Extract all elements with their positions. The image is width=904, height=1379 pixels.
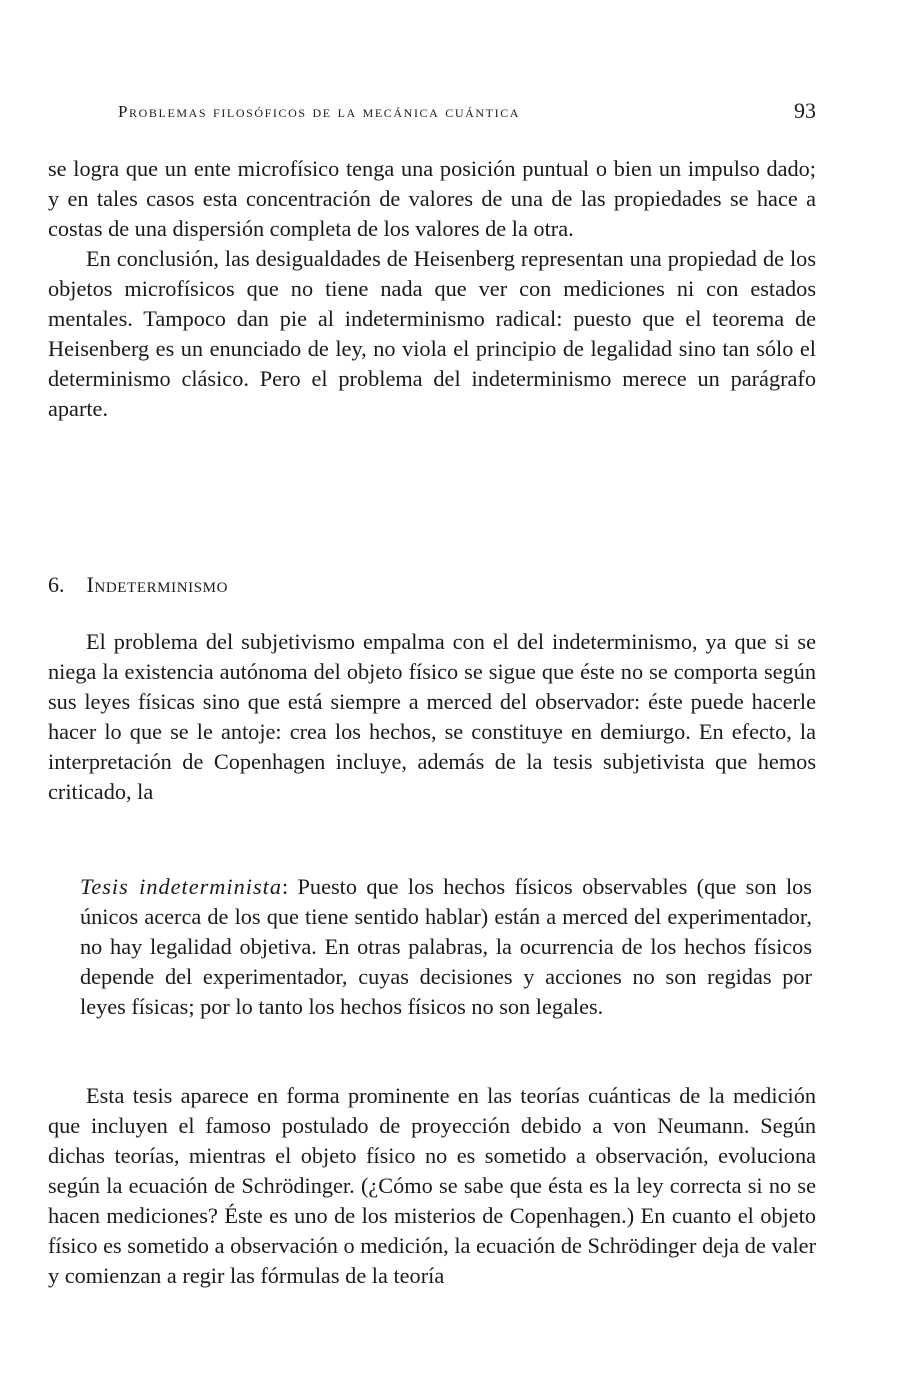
thesis-text: Puesto que los hechos físicos observables (que son los únicos acerca de los que tiene sentido hablar) están a merced del experimentador, no hay legalidad objetiva. En otras palabras, la ocurrencia de los hechos físicos depende del experimentador, cuyas decisiones y acciones no son regidas por leyes físicas; por lo tanto los hechos físicos no son legales. [80, 874, 812, 1019]
section-title: Indeterminismo [86, 572, 229, 597]
running-head [48, 98, 816, 128]
closing-text [48, 1081, 816, 1291]
paragraph-conclusion: En conclusión, las desigualdades de Heisenberg representan una propiedad de los objetos microfísicos que no tiene nada que ver con mediciones ni con estados mentales. Tampoco dan pie al indeterminismo radical: puesto que el teorema de Heisenberg es un enunciado de ley, no viola el principio de legalidad sino tan sólo el determinismo clásico. Pero el problema del indeterminismo merece un parágrafo aparte. [48, 246, 816, 421]
thesis-separator: : [281, 874, 289, 899]
paragraph-continuation: se logra que un ente microfísico tenga una posición puntual o bien un impulso dado; y en tales casos esta concentración de valores de una de las propiedades se hace a costas de una dispersión completa de los valores de la otra. [48, 156, 816, 241]
section-number: 6. [48, 572, 65, 597]
section-intro-text [48, 627, 816, 807]
opening-text [48, 154, 816, 424]
paragraph-bottom: Esta tesis aparece en forma prominente en las teorías cuánticas de la medición que incluyen el famoso postulado de proyección debido a von Neumann. Según dichas teorías, mientras el objeto físico no es sometido a observación, evoluciona según la ecuación de Schrödinger. (¿Cómo se sabe que ésta es la ley correcta si no se hacen mediciones? Éste es uno de los misterios de Copenhagen.) En cuanto el objeto físico es sometido a observación o medición, la ecuación de Schrödinger deja de valer y comienzan a regir las fórmulas de la teoría [48, 1083, 816, 1288]
section-heading [48, 572, 228, 598]
thesis-block [80, 872, 812, 1022]
running-title: Problemas filosóficos de la mecánica cuántica [118, 102, 521, 121]
page-number: 93 [794, 98, 816, 123]
thesis-paragraph [80, 872, 812, 1022]
thesis-label: Tesis indeterminista [80, 874, 282, 899]
paragraph-section-intro: El problema del subjetivismo empalma con el del indeterminismo, ya que si se niega la existencia autónoma del objeto físico se sigue que éste no se comporta según sus leyes físicas sino que está siempre a merced del observador: éste puede hacerle hacer lo que se le antoje: crea los hechos, se constituye en demiurgo. En efecto, la interpretación de Copenhagen incluye, además de la tesis subjetivista que hemos criticado, la [48, 629, 816, 804]
